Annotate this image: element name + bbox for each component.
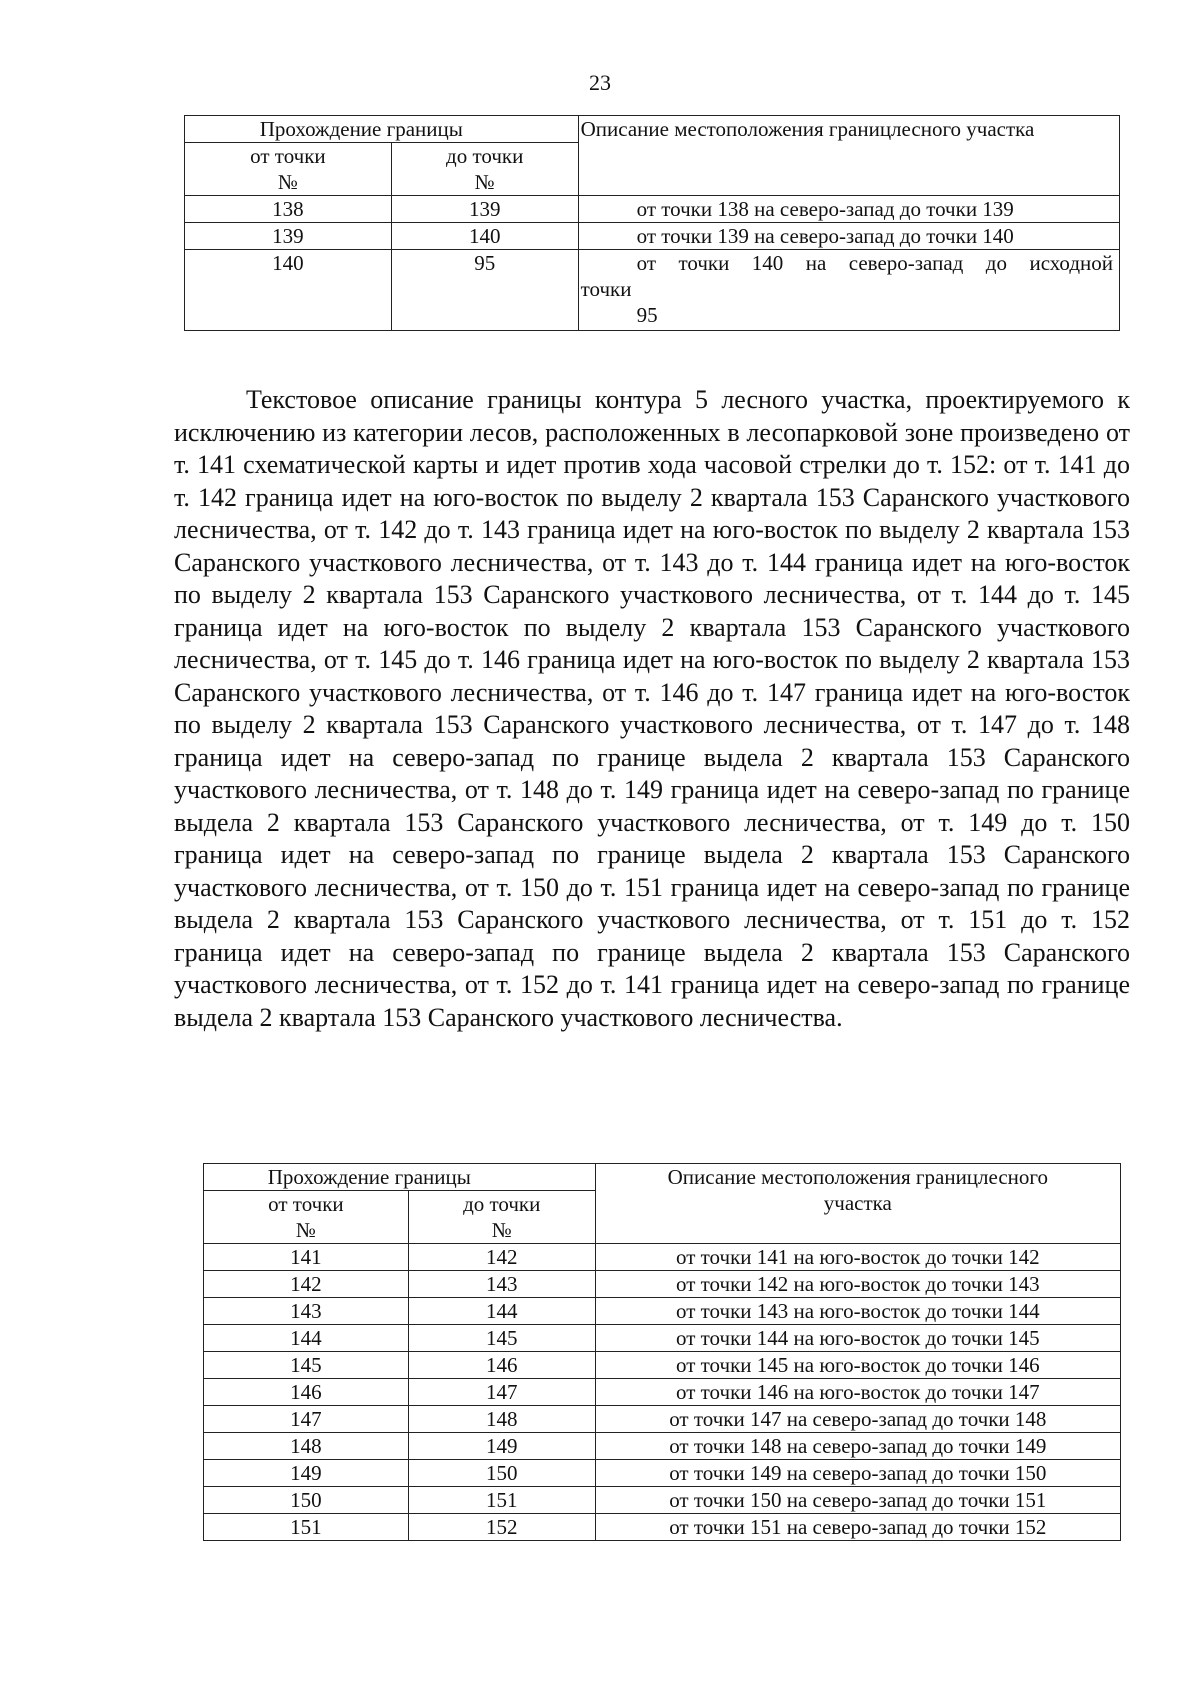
cell-from: 146 bbox=[204, 1379, 409, 1406]
boundary-description-paragraph: Текстовое описание границы контура 5 лесного участка, проектируемого к исключению из категории лесов, расположенных в лесопарковой зоне произведено от т. 141 схематической карты и идет против хода часовой стрелки до т. 152: от т. 141 до т. 142 граница идет на юго-восток по выделу 2 квартала 153 Саранского участкового лесничества, от т. 142 до т. 143 граница идет на юго-восток по выделу 2 квартала 153 Саранского участкового лесничества, от т. 143 до т. 144 граница идет на юго-восток по выделу 2 квартала 153 Саранского участкового лесничества, от т. 144 до т. 145 граница идет на юго-восток по выделу 2 квартала 153 Саранского участкового лесничества, от т. 145 до т. 146 граница идет на юго-восток по выделу 2 квартала 153 Саранского участкового лесничества, от т. 146 до т. 147 граница идет на юго-восток по выделу 2 квартала 153 Саранского участкового лесничества, от т. 147 до т. 148 граница идет на северо-запад по границе выдела 2 квартала 153 Саранского участкового лесничества, от т. 148 до т. 149 граница идет на северо-запад по границе выдела 2 квартала 153 Саранского участкового лесничества, от т. 149 до т. 150 граница идет на северо-запад по границе выдела 2 квартала 153 Саранского участкового лесничества, от т. 150 до т. 151 граница идет на северо-запад по границе выдела 2 квартала 153 Саранского участкового лесничества, от т. 151 до т. 152 граница идет на северо-запад по границе выдела 2 квартала 153 Саранского участкового лесничества, от т. 152 до т. 141 граница идет на северо-запад по границе выдела 2 квартала 153 Саранского участкового лесничества. bbox=[174, 385, 1130, 1032]
cell-from: 147 bbox=[204, 1406, 409, 1433]
header-from-label: от точки bbox=[250, 144, 326, 168]
cell-description: от точки 151 на северо-запад до точки 152 bbox=[595, 1514, 1120, 1541]
cell-description: от точки 144 на юго-восток до точки 145 bbox=[595, 1325, 1120, 1352]
header-to-no: № bbox=[474, 170, 495, 194]
table-row bbox=[185, 250, 1120, 331]
header-group: Прохождение границы bbox=[185, 116, 579, 143]
header-description: Описание местоположения границлесного участка bbox=[578, 116, 1119, 196]
table-row bbox=[204, 1352, 1121, 1379]
cell-to: 150 bbox=[408, 1460, 595, 1487]
cell-description: от точки 150 на северо-запад до точки 151 bbox=[595, 1487, 1120, 1514]
cell-to: 139 bbox=[391, 196, 578, 223]
cell-to: 146 bbox=[408, 1352, 595, 1379]
boundary-table-1 bbox=[184, 115, 1120, 331]
description-line-2: точки bbox=[580, 277, 632, 301]
cell-to: 140 bbox=[391, 223, 578, 250]
cell-to: 143 bbox=[408, 1271, 595, 1298]
page-number: 23 bbox=[589, 70, 611, 95]
header-to bbox=[391, 143, 578, 196]
description-line-3: 95 bbox=[636, 303, 658, 327]
table-row bbox=[185, 196, 1120, 223]
cell-description: от точки 143 на юго-восток до точки 144 bbox=[595, 1298, 1120, 1325]
cell-description: от точки 141 на юго-восток до точки 142 bbox=[595, 1244, 1120, 1271]
cell-from: 149 bbox=[204, 1460, 409, 1487]
cell-from: 148 bbox=[204, 1433, 409, 1460]
table-row bbox=[204, 1406, 1121, 1433]
table-row bbox=[204, 1487, 1121, 1514]
cell-from: 151 bbox=[204, 1514, 409, 1541]
cell-from: 142 bbox=[204, 1271, 409, 1298]
cell-to: 149 bbox=[408, 1433, 595, 1460]
header-description-line-2: участка bbox=[823, 1191, 892, 1215]
cell-description: от точки 147 на северо-запад до точки 148 bbox=[595, 1406, 1120, 1433]
cell-description: от точки 146 на юго-восток до точки 147 bbox=[595, 1379, 1120, 1406]
header-group: Прохождение границы bbox=[204, 1164, 596, 1191]
cell-from: 145 bbox=[204, 1352, 409, 1379]
cell-to: 142 bbox=[408, 1244, 595, 1271]
cell-description: от точки 148 на северо-запад до точки 149 bbox=[595, 1433, 1120, 1460]
cell-to: 95 bbox=[391, 250, 578, 331]
table-header-row bbox=[185, 116, 1120, 143]
cell-from: 141 bbox=[204, 1244, 409, 1271]
cell-to: 148 bbox=[408, 1406, 595, 1433]
header-from-label: от точки bbox=[268, 1192, 344, 1216]
header-from bbox=[185, 143, 392, 196]
cell-to: 152 bbox=[408, 1514, 595, 1541]
header-from-no: № bbox=[277, 170, 298, 194]
table-row bbox=[204, 1379, 1121, 1406]
table-row bbox=[204, 1460, 1121, 1487]
cell-from: 140 bbox=[185, 250, 392, 331]
header-description-line-1: Описание местоположения границлесного bbox=[667, 1165, 1049, 1189]
cell-from: 143 bbox=[204, 1298, 409, 1325]
cell-description: от точки 145 на юго-восток до точки 146 bbox=[595, 1352, 1120, 1379]
cell-to: 147 bbox=[408, 1379, 595, 1406]
header-to-label: до точки bbox=[446, 144, 524, 168]
boundary-table-2 bbox=[203, 1163, 1121, 1541]
table-row bbox=[204, 1244, 1121, 1271]
cell-description: от точки 138 на северо-запад до точки 139 bbox=[578, 196, 1119, 223]
table-row bbox=[204, 1514, 1121, 1541]
cell-from: 138 bbox=[185, 196, 392, 223]
table-row bbox=[185, 223, 1120, 250]
cell-description: от точки 139 на северо-запад до точки 140 bbox=[578, 223, 1119, 250]
header-from bbox=[204, 1191, 409, 1244]
cell-to: 144 bbox=[408, 1298, 595, 1325]
cell-to: 151 bbox=[408, 1487, 595, 1514]
header-to-no: № bbox=[491, 1218, 512, 1242]
header-to bbox=[408, 1191, 595, 1244]
cell-description bbox=[578, 250, 1119, 331]
table-row bbox=[204, 1325, 1121, 1352]
cell-from: 144 bbox=[204, 1325, 409, 1352]
cell-from: 139 bbox=[185, 223, 392, 250]
table-header-row bbox=[204, 1164, 1121, 1191]
cell-from: 150 bbox=[204, 1487, 409, 1514]
description-line-1: от точки 140 на северо-запад до исходной bbox=[636, 251, 1113, 275]
cell-description: от точки 149 на северо-запад до точки 150 bbox=[595, 1460, 1120, 1487]
cell-description: от точки 142 на юго-восток до точки 143 bbox=[595, 1271, 1120, 1298]
header-to-label: до точки bbox=[463, 1192, 541, 1216]
table-row bbox=[204, 1271, 1121, 1298]
header-from-no: № bbox=[295, 1218, 316, 1242]
table-row bbox=[204, 1433, 1121, 1460]
table-row bbox=[204, 1298, 1121, 1325]
cell-to: 145 bbox=[408, 1325, 595, 1352]
header-description bbox=[595, 1164, 1120, 1244]
